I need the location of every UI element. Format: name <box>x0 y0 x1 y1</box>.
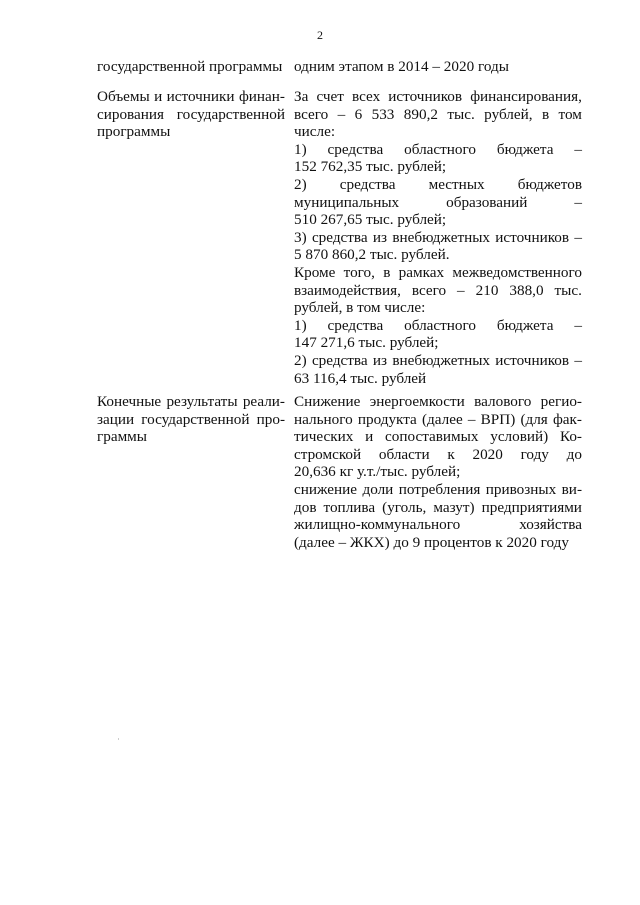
content-line: 63 116,4 тыс. рублей <box>294 369 427 387</box>
row-content <box>294 88 582 387</box>
content-line: 5 870 860,2 тыс. рублей. <box>294 246 450 264</box>
label-line: программы <box>97 123 171 141</box>
label-line: граммы <box>97 428 147 446</box>
content-line: жилищно-коммунального хозяйства <box>294 516 582 534</box>
content-line: 1) средства областного бюджета – <box>294 316 582 334</box>
content-line: муниципальных образований – <box>294 193 582 211</box>
content-line: (далее – ЖКХ) до 9 процентов к 2020 году <box>294 533 569 551</box>
row-content <box>294 393 582 551</box>
content-line: 3) средства из внебюджетных источников – <box>294 228 582 246</box>
label-line: сирования государственной <box>97 105 285 123</box>
content-line: Кроме того, в рамках межведомственного <box>294 263 582 281</box>
content-line: 147 271,6 тыс. рублей; <box>294 334 439 352</box>
content-line: 2) средства местных бюджетов <box>294 175 582 193</box>
content-line: дов топлива (уголь, мазут) предприятиями <box>294 498 582 516</box>
content-line: 1) средства областного бюджета – <box>294 140 582 158</box>
row-content <box>294 58 582 76</box>
row-label <box>97 58 285 76</box>
content-line: нального продукта (далее – ВРП) (для фак- <box>294 410 582 428</box>
label-line: государственной программы <box>97 58 283 75</box>
content-line: 152 762,35 тыс. рублей; <box>294 158 447 176</box>
content-line: рублей, в том числе: <box>294 299 426 317</box>
content-line: одним этапом в 2014 – 2020 годы <box>294 58 509 75</box>
content-line: числе: <box>294 123 336 141</box>
content-line: 510 267,65 тыс. рублей; <box>294 211 447 229</box>
content-line: 20,636 кг у.т./тыс. рублей; <box>294 463 461 481</box>
page-number: 2 <box>317 28 323 42</box>
scan-speck <box>118 738 119 740</box>
label-line: Конечные результаты реали- <box>97 393 285 410</box>
content-line: Снижение энергоемкости валового регио- <box>294 393 582 410</box>
content-line: тических и сопоставимых условий) Ко- <box>294 428 582 446</box>
content-line: 2) средства из внебюджетных источников – <box>294 351 582 369</box>
label-line: Объемы и источники финан- <box>97 88 285 105</box>
label-line: зации государственной про- <box>97 410 285 428</box>
row-label <box>97 393 285 446</box>
row-label <box>97 88 285 141</box>
content-line: всего – 6 533 890,2 тыс. рублей, в том <box>294 105 582 123</box>
content-line: За счет всех источников финансирования, <box>294 88 582 105</box>
content-line: взаимодействия, всего – 210 388,0 тыс. <box>294 281 582 299</box>
content-line: стромской области к 2020 году до <box>294 445 582 463</box>
content-line: снижение доли потребления привозных ви- <box>294 480 582 498</box>
